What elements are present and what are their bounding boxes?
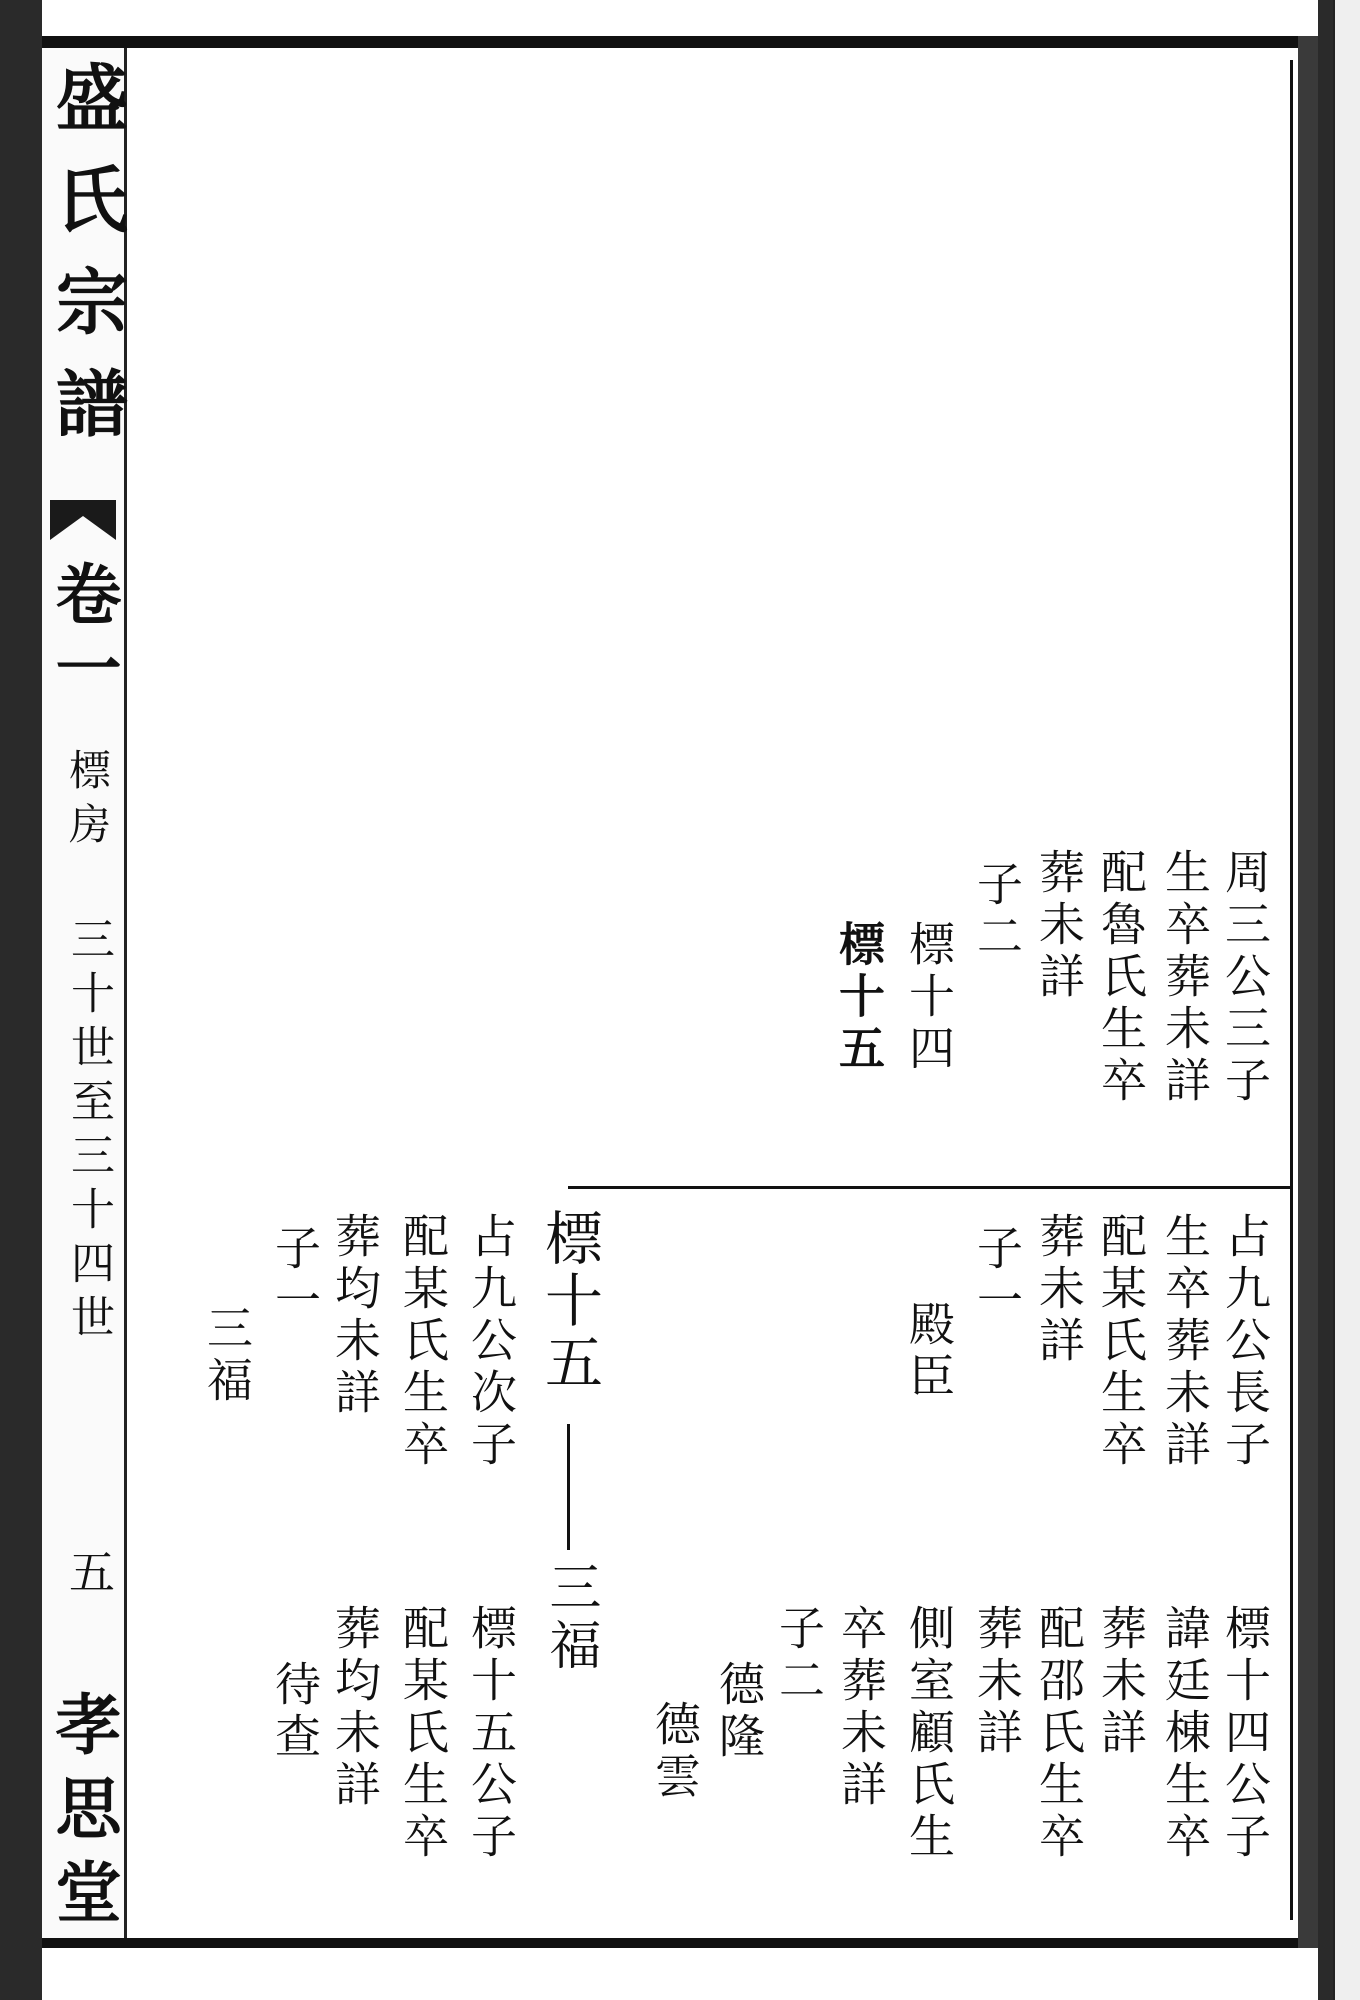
lower-right-bottom-line-3: 葬未詳 — [1094, 1604, 1148, 1760]
upper-entry-line-3: 配魯氏生卒 — [1094, 848, 1148, 1108]
upper-child-1: 標十四 — [902, 920, 956, 1076]
frame-inner-right — [1290, 60, 1293, 1920]
lower-left-bottom-name: 三福 — [540, 1560, 600, 1676]
lineage-connector — [567, 1424, 570, 1550]
lower-right-bottom-line-7: 卒葬未詳 — [834, 1604, 888, 1812]
lower-right-bottom-line-6: 側室顧氏生 — [902, 1604, 956, 1864]
upper-child-2: 標十五 — [832, 920, 886, 1076]
margin-title: 盛氏宗譜 — [44, 60, 129, 468]
lower-right-line-2: 生卒葬未詳 — [1158, 1212, 1212, 1472]
margin-hall: 孝思堂 — [44, 1690, 122, 1942]
margin-volume: 卷一 — [44, 560, 122, 708]
frame-top — [42, 36, 1318, 48]
right-page-edge — [1333, 0, 1360, 2000]
lower-right-bottom-line-2: 諱廷棟生卒 — [1158, 1604, 1212, 1864]
lower-left-name: 標十五 — [535, 1208, 603, 1394]
margin-branch: 標房 — [63, 748, 112, 856]
lower-right-bottom-line-4: 配邵氏生卒 — [1032, 1604, 1086, 1864]
frame-right — [1298, 36, 1318, 1948]
frame-bottom — [42, 1938, 1318, 1948]
lower-left-line-1: 占九公次子 — [464, 1212, 518, 1472]
lower-left-bottom-line-2: 配某氏生卒 — [396, 1604, 450, 1864]
lower-right-line-3: 配某氏生卒 — [1094, 1212, 1148, 1472]
upper-entry-children: 子二 — [970, 860, 1024, 964]
margin-page-number: 五 — [62, 1548, 116, 1600]
lower-right-child: 殿臣 — [902, 1300, 956, 1404]
lower-left-child: 三福 — [200, 1304, 254, 1408]
lower-left-line-2: 配某氏生卒 — [396, 1212, 450, 1472]
lower-right-bottom-child-2: 德雲 — [648, 1700, 702, 1804]
lower-left-children: 子一 — [268, 1224, 322, 1328]
register-divider — [568, 1186, 1290, 1189]
upper-entry-line-1: 周三公三子 — [1218, 848, 1272, 1108]
lower-right-bottom-children: 子二 — [772, 1604, 826, 1708]
scan-edge-left — [0, 0, 42, 2000]
lower-right-bottom-line-5: 葬未詳 — [970, 1604, 1024, 1760]
lower-right-bottom-line-1: 標十四公子 — [1218, 1604, 1272, 1864]
lower-right-line-4: 葬未詳 — [1032, 1212, 1086, 1368]
lower-left-line-3: 葬均未詳 — [328, 1212, 382, 1420]
upper-entry-line-4: 葬未詳 — [1032, 848, 1086, 1004]
margin-generations: 三十世至三十四世 — [63, 916, 114, 1348]
lower-right-line-1: 占九公長子 — [1218, 1212, 1272, 1472]
lower-left-bottom-line-3: 葬均未詳 — [328, 1604, 382, 1812]
lower-left-bottom-line-4: 待查 — [268, 1660, 322, 1764]
upper-entry-line-2: 生卒葬未詳 — [1158, 848, 1212, 1108]
lower-right-children: 子一 — [970, 1224, 1024, 1328]
lower-left-bottom-line-1: 標十五公子 — [464, 1604, 518, 1864]
lower-right-bottom-child-1: 德隆 — [712, 1660, 766, 1764]
